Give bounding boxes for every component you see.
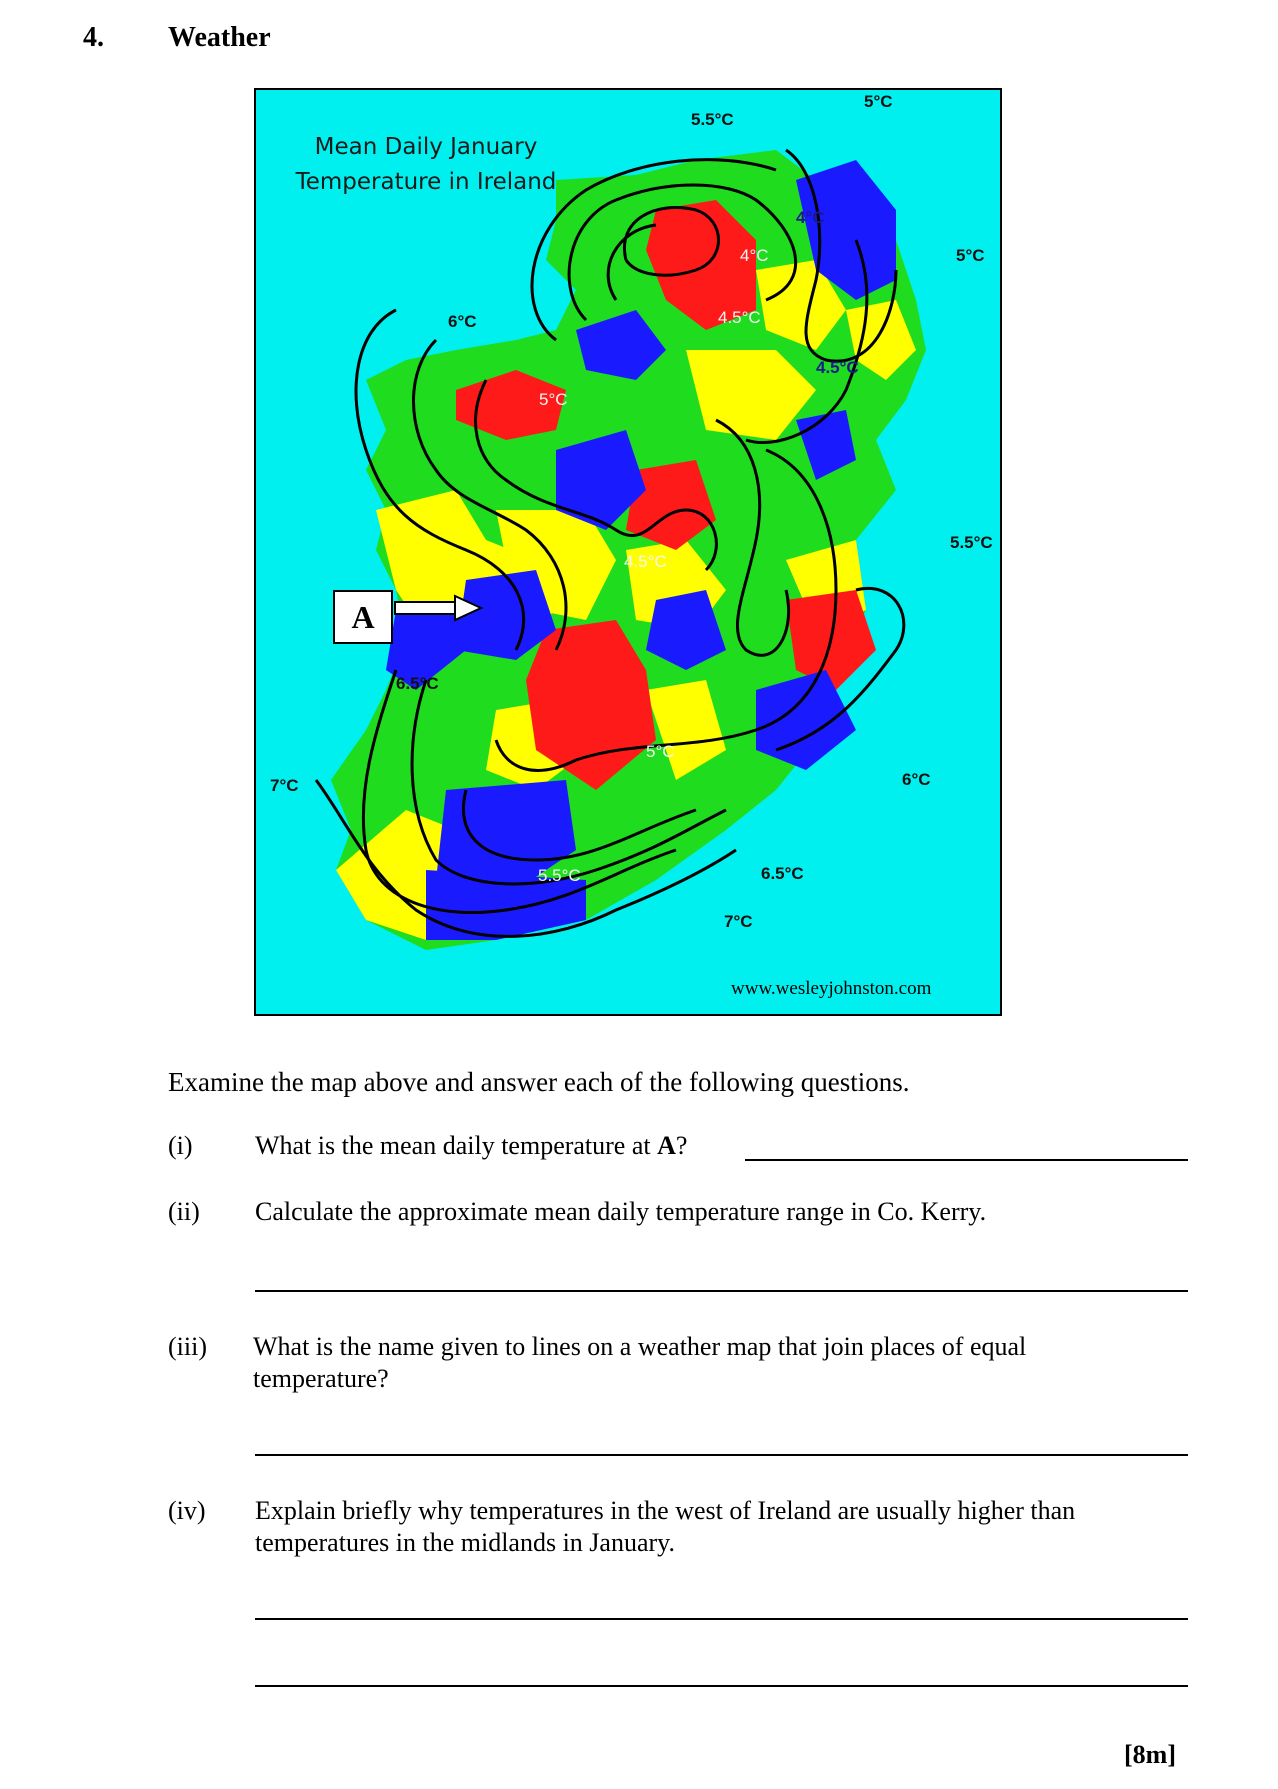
isotherm-label: 5.5°C	[538, 866, 581, 885]
map-title-line2: Temperature in Ireland	[295, 169, 557, 195]
question-text: What is the mean daily temperature at A?	[255, 1131, 688, 1160]
isotherm-label: 4°C	[740, 246, 769, 265]
isotherm-label: 4.5°C	[718, 308, 761, 327]
isotherm-label: 7°C	[724, 912, 753, 931]
isotherm-label: 6°C	[448, 312, 477, 331]
answer-line-iv-1[interactable]	[255, 1618, 1188, 1620]
isotherm-label: 4°C	[796, 208, 825, 227]
map-title	[286, 130, 566, 200]
question-number: 4.	[83, 22, 104, 53]
answer-line-ii[interactable]	[255, 1290, 1188, 1292]
isotherm-label: 6.5°C	[761, 864, 804, 883]
question-text: Calculate the approximate mean daily temperature range in Co. Kerry.	[255, 1197, 987, 1226]
instructions: Examine the map above and answer each of the following questions.	[168, 1067, 910, 1097]
question-number-roman: (ii)	[168, 1197, 200, 1226]
point-a-label: A	[333, 590, 393, 644]
map-title-line1: Mean Daily January	[314, 134, 538, 160]
question-number-roman: (i)	[168, 1131, 193, 1160]
isotherm-label: 5°C	[539, 390, 568, 409]
isotherm-label: 5°C	[646, 742, 675, 761]
question-iv	[168, 1495, 1188, 1565]
isotherm-label: 5.5°C	[691, 110, 734, 129]
temperature-map	[254, 88, 1002, 1016]
isotherm-label: 4.5°C	[624, 552, 667, 571]
isotherm-label: 6.5°C	[396, 674, 439, 693]
isotherm-label: 4.5°C	[816, 358, 859, 377]
question-number-roman: (iii)	[168, 1332, 207, 1361]
answer-line-i[interactable]	[745, 1159, 1188, 1161]
question-i	[168, 1130, 1188, 1170]
marks: [8m]	[1124, 1740, 1176, 1769]
isotherm-label: 5°C	[956, 246, 985, 265]
question-text: Explain briefly why temperatures in the west of Ireland are usually higher than temperatures in the midlands in January.	[255, 1496, 1076, 1557]
question-title: Weather	[168, 22, 271, 53]
question-number-roman: (iv)	[168, 1496, 206, 1525]
map-credit: www.wesleyjohnston.com	[731, 978, 932, 999]
question-iii	[168, 1331, 1188, 1401]
question-ii	[168, 1196, 1188, 1236]
isotherm-label: 7°C	[270, 776, 299, 795]
answer-line-iii[interactable]	[255, 1454, 1188, 1456]
isotherm-label: 5°C	[864, 92, 893, 111]
isotherm-label: 5.5°C	[950, 533, 993, 552]
question-text: What is the name given to lines on a weather map that join places of equal temperature?	[253, 1332, 1027, 1393]
isotherm-label: 6°C	[902, 770, 931, 789]
answer-line-iv-2[interactable]	[255, 1685, 1188, 1687]
